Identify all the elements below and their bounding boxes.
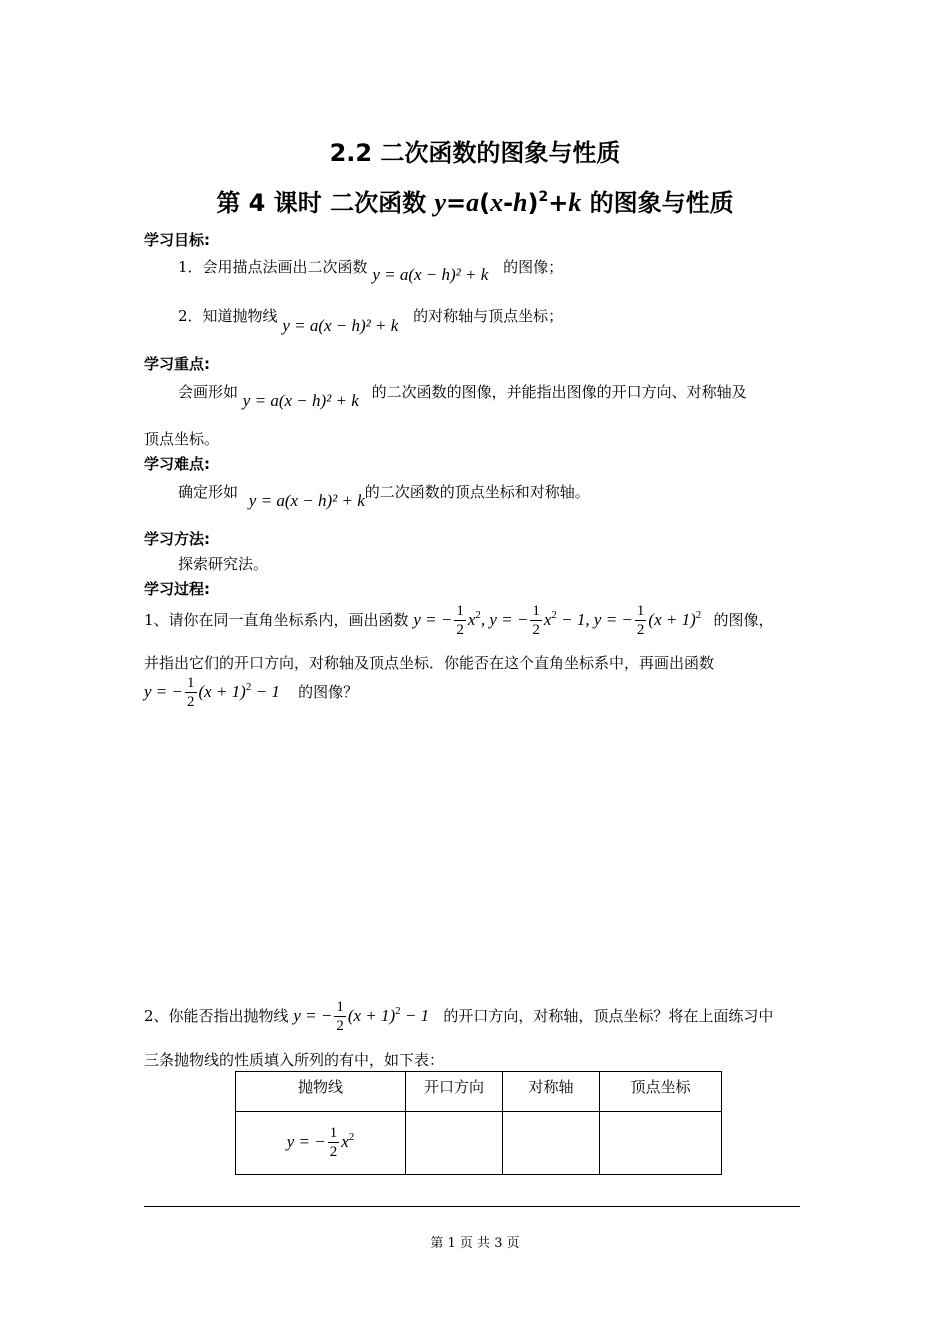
fraction-half: $\frac{1}{2}$ (336, 999, 344, 1034)
fraction-half: $\frac{1}{2}$ (187, 675, 195, 710)
table-row (236, 1112, 722, 1175)
question-2-line-1: 2、你能否指出抛物线 y = − $\frac{1}{2}$ $(x + 1)^2 - 1$ 的开口方向，对称轴，顶点坐标？将在上面练习中 (144, 999, 774, 1034)
table-header-cell: 抛物线 (236, 1072, 406, 1112)
table-header-cell: 开口方向 (406, 1072, 503, 1112)
fraction-half: $\frac{1}{2}$ (329, 1125, 338, 1160)
function-list: y = − $\frac{1}{2}$ $x^2$, y = − $\frac{1}{2}$ $x^2 - 1$, y = − $\frac{1}{2}$ $(x + 1)^2$ (413, 603, 702, 638)
objectives-heading: 学习目标: (144, 231, 210, 249)
method-text: 探索研究法。 (178, 555, 269, 573)
key-points-line-2: 顶点坐标。 (144, 430, 220, 448)
table-cell-axis[interactable] (503, 1112, 600, 1175)
table-header-cell: 对称轴 (503, 1072, 600, 1112)
table-cell-vertex[interactable] (600, 1112, 722, 1175)
question-1-line-2: 并指出它们的开口方向，对称轴及顶点坐标．你能否在这个直角坐标系中，再画出函数 (144, 654, 715, 672)
difficulties-line: 确定形如 y = a(x − h)² + k的二次函数的顶点坐标和对称轴。 (178, 483, 590, 510)
question-1-line-1: 1、请你在同一直角坐标系内，画出函数 y = − $\frac{1}{2}$ $x^2$, y = − $\frac{1}{2}$ $x^2 - 1$, y = − $\frac{1}{2}$ $(x + 1)^2$ 的图像， (144, 603, 774, 638)
vertex-formula: y = a(x − h)² + k (242, 391, 359, 410)
parabola-properties-table (235, 1071, 722, 1175)
function-shifted: y = − $\frac{1}{2}$ $(x + 1)^2 - 1$ (293, 999, 430, 1034)
fraction-half: $\frac{1}{2}$ (532, 603, 540, 638)
objective-2: 2．知道抛物线 y = a(x − h)² + k 的对称轴与顶点坐标； (178, 307, 564, 335)
page-number: 第 1 页 共 3 页 (430, 1236, 520, 1251)
table-header-row (236, 1072, 722, 1112)
lesson-title: 第 4 课时 二次函数 $y=a(x-h)^2+k$ 的图象与性质 (216, 188, 734, 217)
fraction-half: $\frac{1}{2}$ (456, 603, 464, 638)
vertex-formula: y = a(x − h)² + k (282, 316, 399, 335)
key-points-heading: 学习重点: (144, 355, 210, 373)
question-1-line-3: y = − $\frac{1}{2}$ $(x + 1)^2 - 1$ 的图像？ (144, 675, 359, 710)
objective-1: 1．会用描点法画出二次函数 y = a(x − h)² + k 的图像； (178, 258, 564, 284)
footer-divider (144, 1206, 800, 1207)
table-header-cell: 顶点坐标 (600, 1072, 722, 1112)
question-2-line-2: 三条抛物线的性质填入所列的有中，如下表： (144, 1051, 445, 1069)
table-cell-opening[interactable] (406, 1112, 503, 1175)
vertex-formula: y = a(x − h)² + k (372, 265, 489, 284)
function-shifted: y = − $\frac{1}{2}$ $(x + 1)^2 - 1$ (144, 675, 280, 710)
table-cell-parabola: y = − $\frac{1}{2}$ $x^2$ (236, 1112, 406, 1175)
main-title: 2.2 二次函数的图象与性质 (329, 139, 621, 167)
process-heading: 学习过程: (144, 580, 210, 598)
vertex-formula: y = a(x − h)² + k (248, 491, 365, 510)
fraction-half: $\frac{1}{2}$ (636, 603, 645, 638)
difficulties-heading: 学习难点: (144, 455, 210, 473)
key-points-line-1: 会画形如 y = a(x − h)² + k 的二次函数的图像，并能指出图像的开口方向、对称轴及 (178, 383, 747, 410)
method-heading: 学习方法: (144, 530, 210, 548)
